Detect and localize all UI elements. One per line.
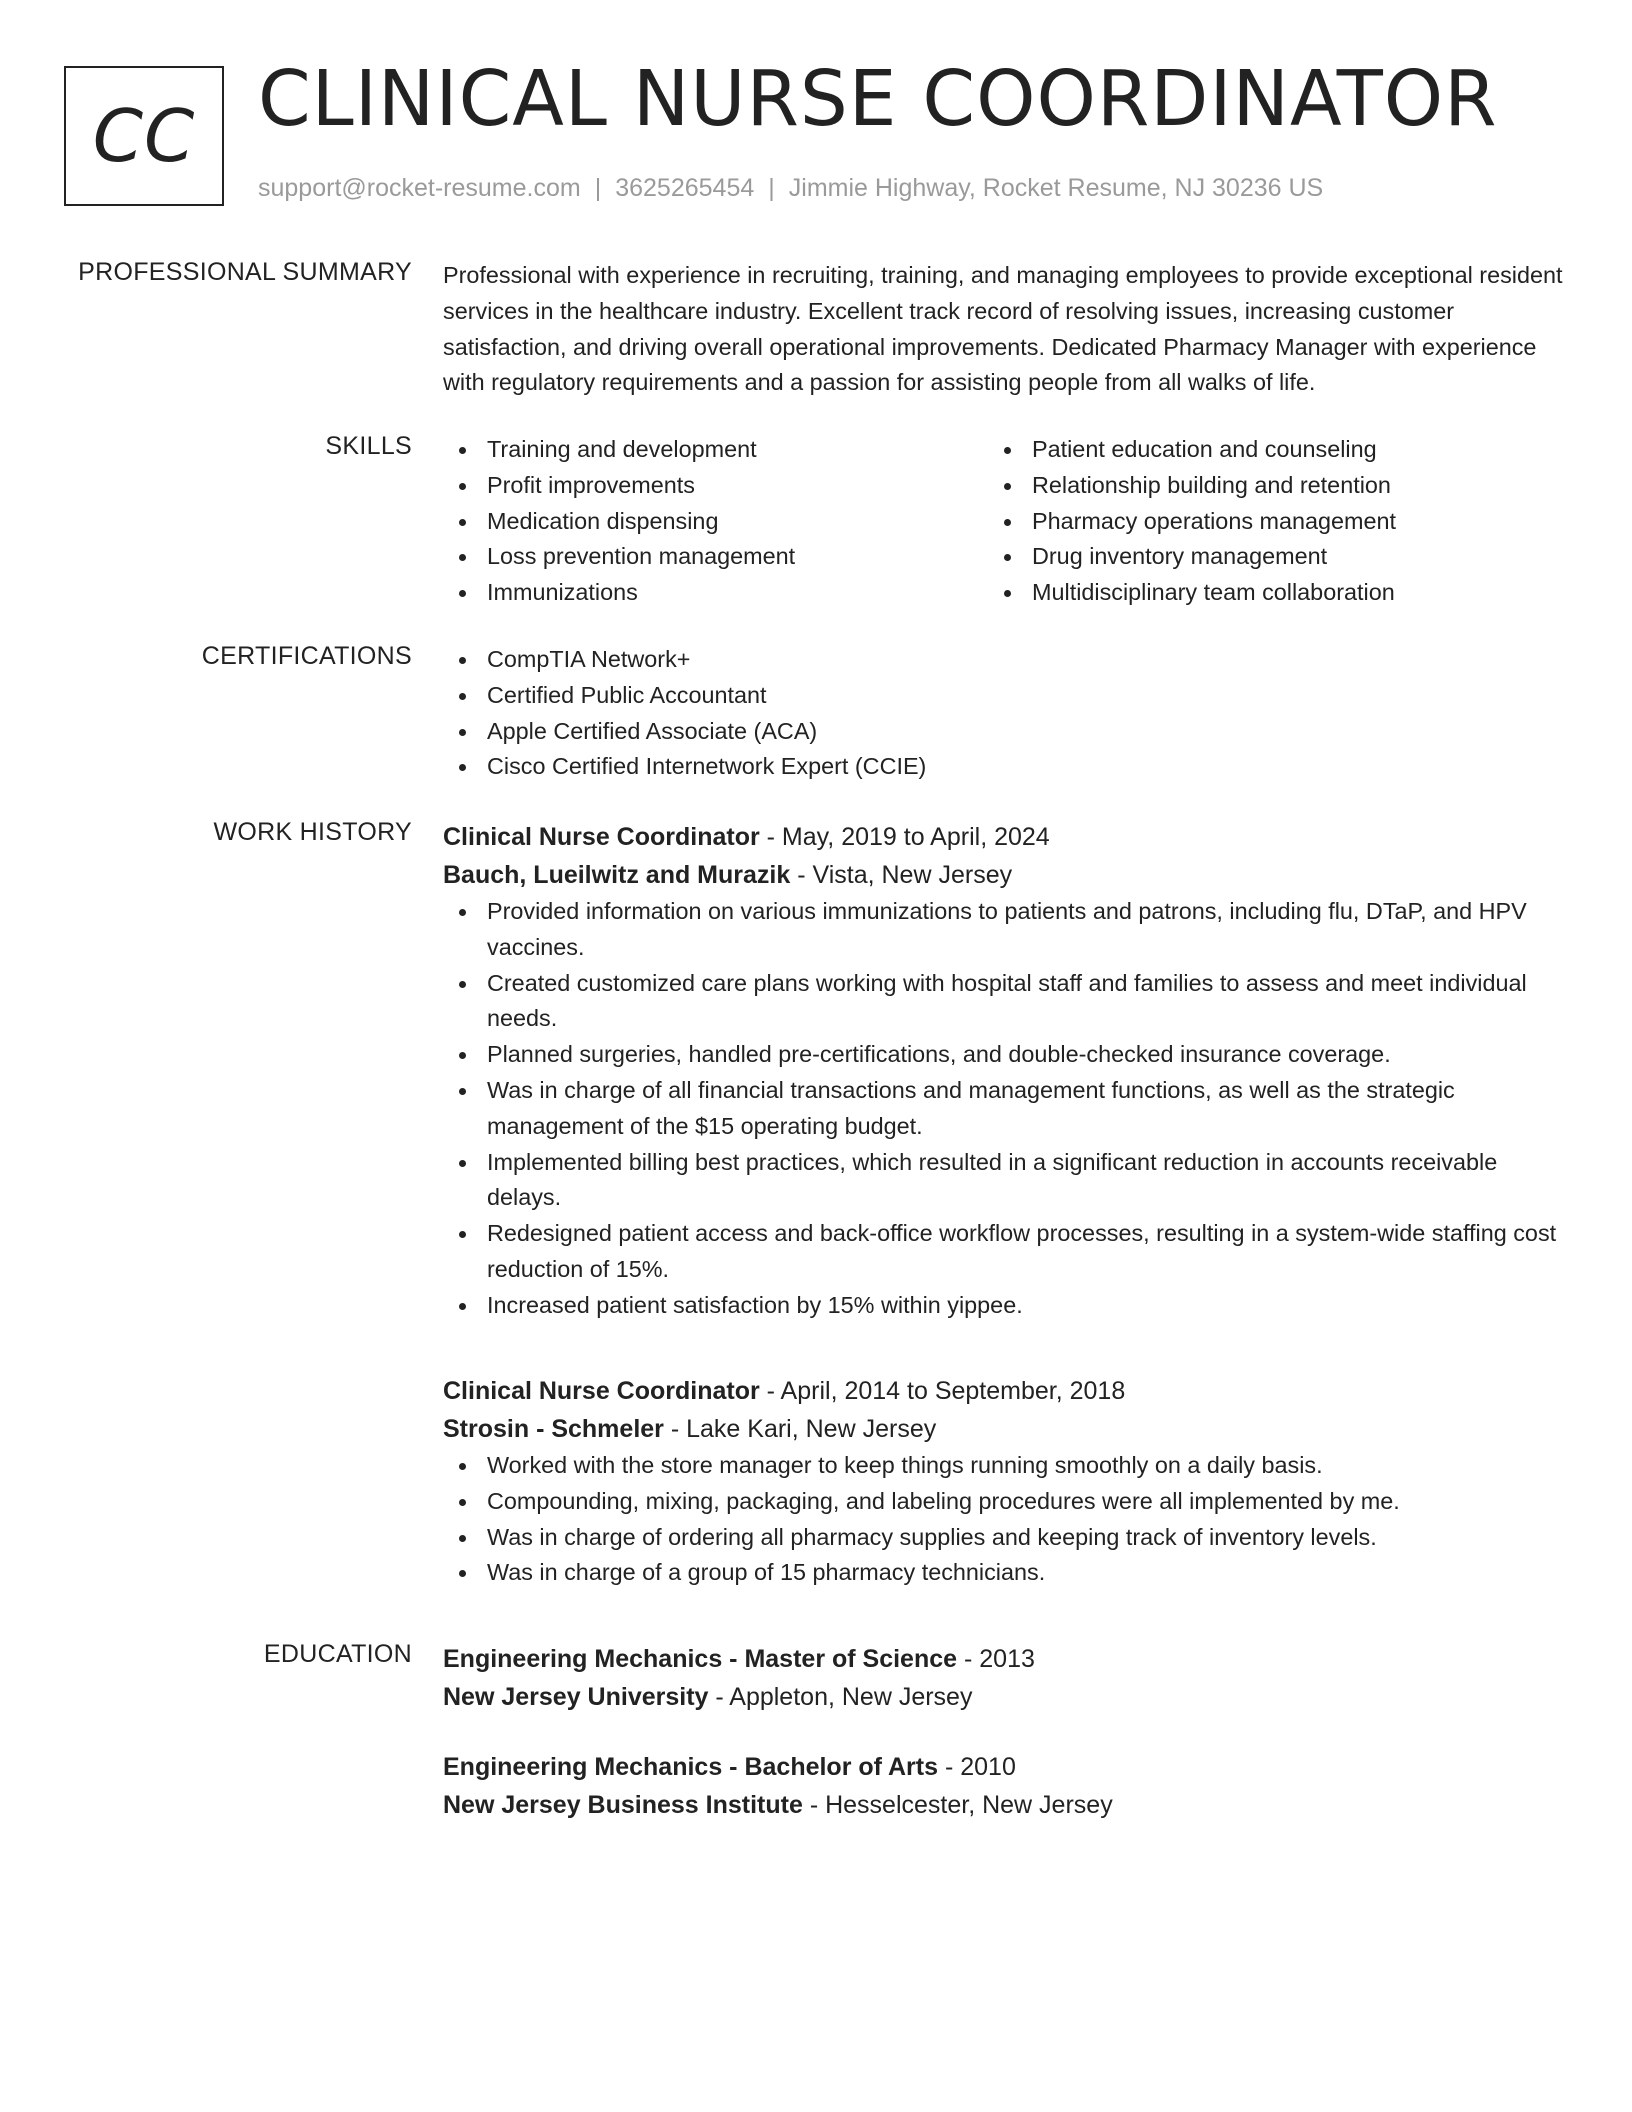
section-label-certifications: CERTIFICATIONS [201, 642, 412, 670]
section-label-summary: PROFESSIONAL SUMMARY [78, 258, 412, 286]
section-label-skills: SKILLS [325, 432, 412, 460]
degree-line [443, 1748, 1573, 1786]
job-entry [443, 1372, 1573, 1591]
job-bullet: Was in charge of ordering all pharmacy supplies and keeping track of inventory levels. [443, 1520, 1573, 1556]
job-title-line [443, 818, 1573, 856]
degree: Engineering Mechanics - Master of Science [443, 1645, 958, 1673]
school-line [443, 1786, 1573, 1824]
summary-body [443, 258, 1573, 401]
degree-line [443, 1640, 1573, 1678]
job-bullet: Was in charge of all financial transactions and management functions, as well as the strategic management of the $15 operating budget. [443, 1073, 1573, 1145]
job-bullet: Created customized care plans working with hospital staff and families to assess and meet individual needs. [443, 966, 1573, 1038]
monogram-box [64, 66, 224, 206]
school-line [443, 1678, 1573, 1716]
job-bullet: Planned surgeries, handled pre-certifications, and double-checked insurance coverage. [443, 1037, 1573, 1073]
skills-column-right [988, 432, 1533, 611]
education-entry [443, 1640, 1573, 1716]
job-bullets [443, 1448, 1573, 1591]
job-dates: - May, 2019 to April, 2024 [759, 823, 1050, 851]
job-title-line [443, 1372, 1573, 1410]
job-bullet: Worked with the store manager to keep things running smoothly on a daily basis. [443, 1448, 1573, 1484]
contact-address: Jimmie Highway, Rocket Resume, NJ 30236 US [788, 174, 1324, 202]
section-label-education: EDUCATION [263, 1640, 412, 1668]
degree-year: - 2010 [938, 1753, 1016, 1781]
skill-item: Training and development [443, 432, 988, 468]
certification-item: Cisco Certified Internetwork Expert (CCIE) [443, 749, 1573, 785]
work-history-body-2 [443, 1372, 1573, 1591]
skill-item: Pharmacy operations management [988, 504, 1533, 540]
job-company-line [443, 856, 1573, 894]
job-bullet: Increased patient satisfaction by 15% within yippee. [443, 1288, 1573, 1324]
job-title: Clinical Nurse Coordinator [443, 1377, 760, 1405]
skills-body [443, 432, 1573, 611]
job-bullet: Was in charge of a group of 15 pharmacy technicians. [443, 1555, 1573, 1591]
job-bullet: Redesigned patient access and back-office workflow processes, resulting in a system-wide staffing cost reduction of 15%. [443, 1216, 1573, 1288]
skill-item: Profit improvements [443, 468, 988, 504]
skill-item: Patient education and counseling [988, 432, 1533, 468]
degree-year: - 2013 [957, 1645, 1035, 1673]
school-location: - Appleton, New Jersey [708, 1683, 973, 1711]
skill-item: Drug inventory management [988, 539, 1533, 575]
skill-item: Multidisciplinary team collaboration [988, 575, 1533, 611]
job-title: Clinical Nurse Coordinator [443, 823, 760, 851]
skill-item: Immunizations [443, 575, 988, 611]
contact-email[interactable]: support@rocket-resume.com [258, 174, 581, 202]
skills-column-left [443, 432, 988, 611]
contact-separator: | [768, 174, 775, 202]
skill-item: Loss prevention management [443, 539, 988, 575]
resume-title: CLINICAL NURSE COORDINATOR [258, 55, 1498, 144]
skill-item: Medication dispensing [443, 504, 988, 540]
summary-text: Professional with experience in recruiting, training, and managing employees to provide exceptional resident services in the healthcare industry. Excellent track record of resolving issues, increasing customer satisfaction, and driving overall operational improvements. Dedicated Pharmacy Manager with experience with regulatory requirements and a passion for assisting people from all walks of life. [443, 262, 1563, 396]
school: New Jersey Business Institute [443, 1791, 803, 1819]
certification-item: Apple Certified Associate (ACA) [443, 714, 1573, 750]
education-body [443, 1640, 1573, 1856]
skill-item: Relationship building and retention [988, 468, 1533, 504]
job-bullet: Compounding, mixing, packaging, and labeling procedures were all implemented by me. [443, 1484, 1573, 1520]
school: New Jersey University [443, 1683, 709, 1711]
school-location: - Hesselcester, New Jersey [802, 1791, 1113, 1819]
job-company: Strosin - Schmeler [443, 1415, 664, 1443]
contact-separator: | [594, 174, 602, 202]
education-entry [443, 1748, 1573, 1824]
certifications-list [443, 642, 1573, 785]
job-location: - Lake Kari, New Jersey [663, 1415, 937, 1443]
degree: Engineering Mechanics - Bachelor of Arts [443, 1753, 939, 1781]
certifications-body [443, 642, 1573, 785]
work-history-body [443, 818, 1573, 1324]
certification-item: CompTIA Network+ [443, 642, 1573, 678]
certification-item: Certified Public Accountant [443, 678, 1573, 714]
contact-line [258, 174, 1323, 203]
contact-phone[interactable]: 3625265454 [615, 174, 755, 202]
monogram-initials: CC [92, 94, 196, 178]
job-bullet: Provided information on various immunizations to patients and patrons, including flu, DTaP, and HPV vaccines. [443, 894, 1573, 966]
job-dates: - April, 2014 to September, 2018 [759, 1377, 1126, 1405]
job-bullet: Implemented billing best practices, which resulted in a significant reduction in accounts receivable delays. [443, 1145, 1573, 1217]
job-company-line [443, 1410, 1573, 1448]
job-bullets [443, 894, 1573, 1324]
section-label-work-history: WORK HISTORY [213, 818, 412, 846]
job-location: - Vista, New Jersey [790, 861, 1013, 889]
job-company: Bauch, Lueilwitz and Murazik [443, 861, 791, 889]
job-entry [443, 818, 1573, 1324]
